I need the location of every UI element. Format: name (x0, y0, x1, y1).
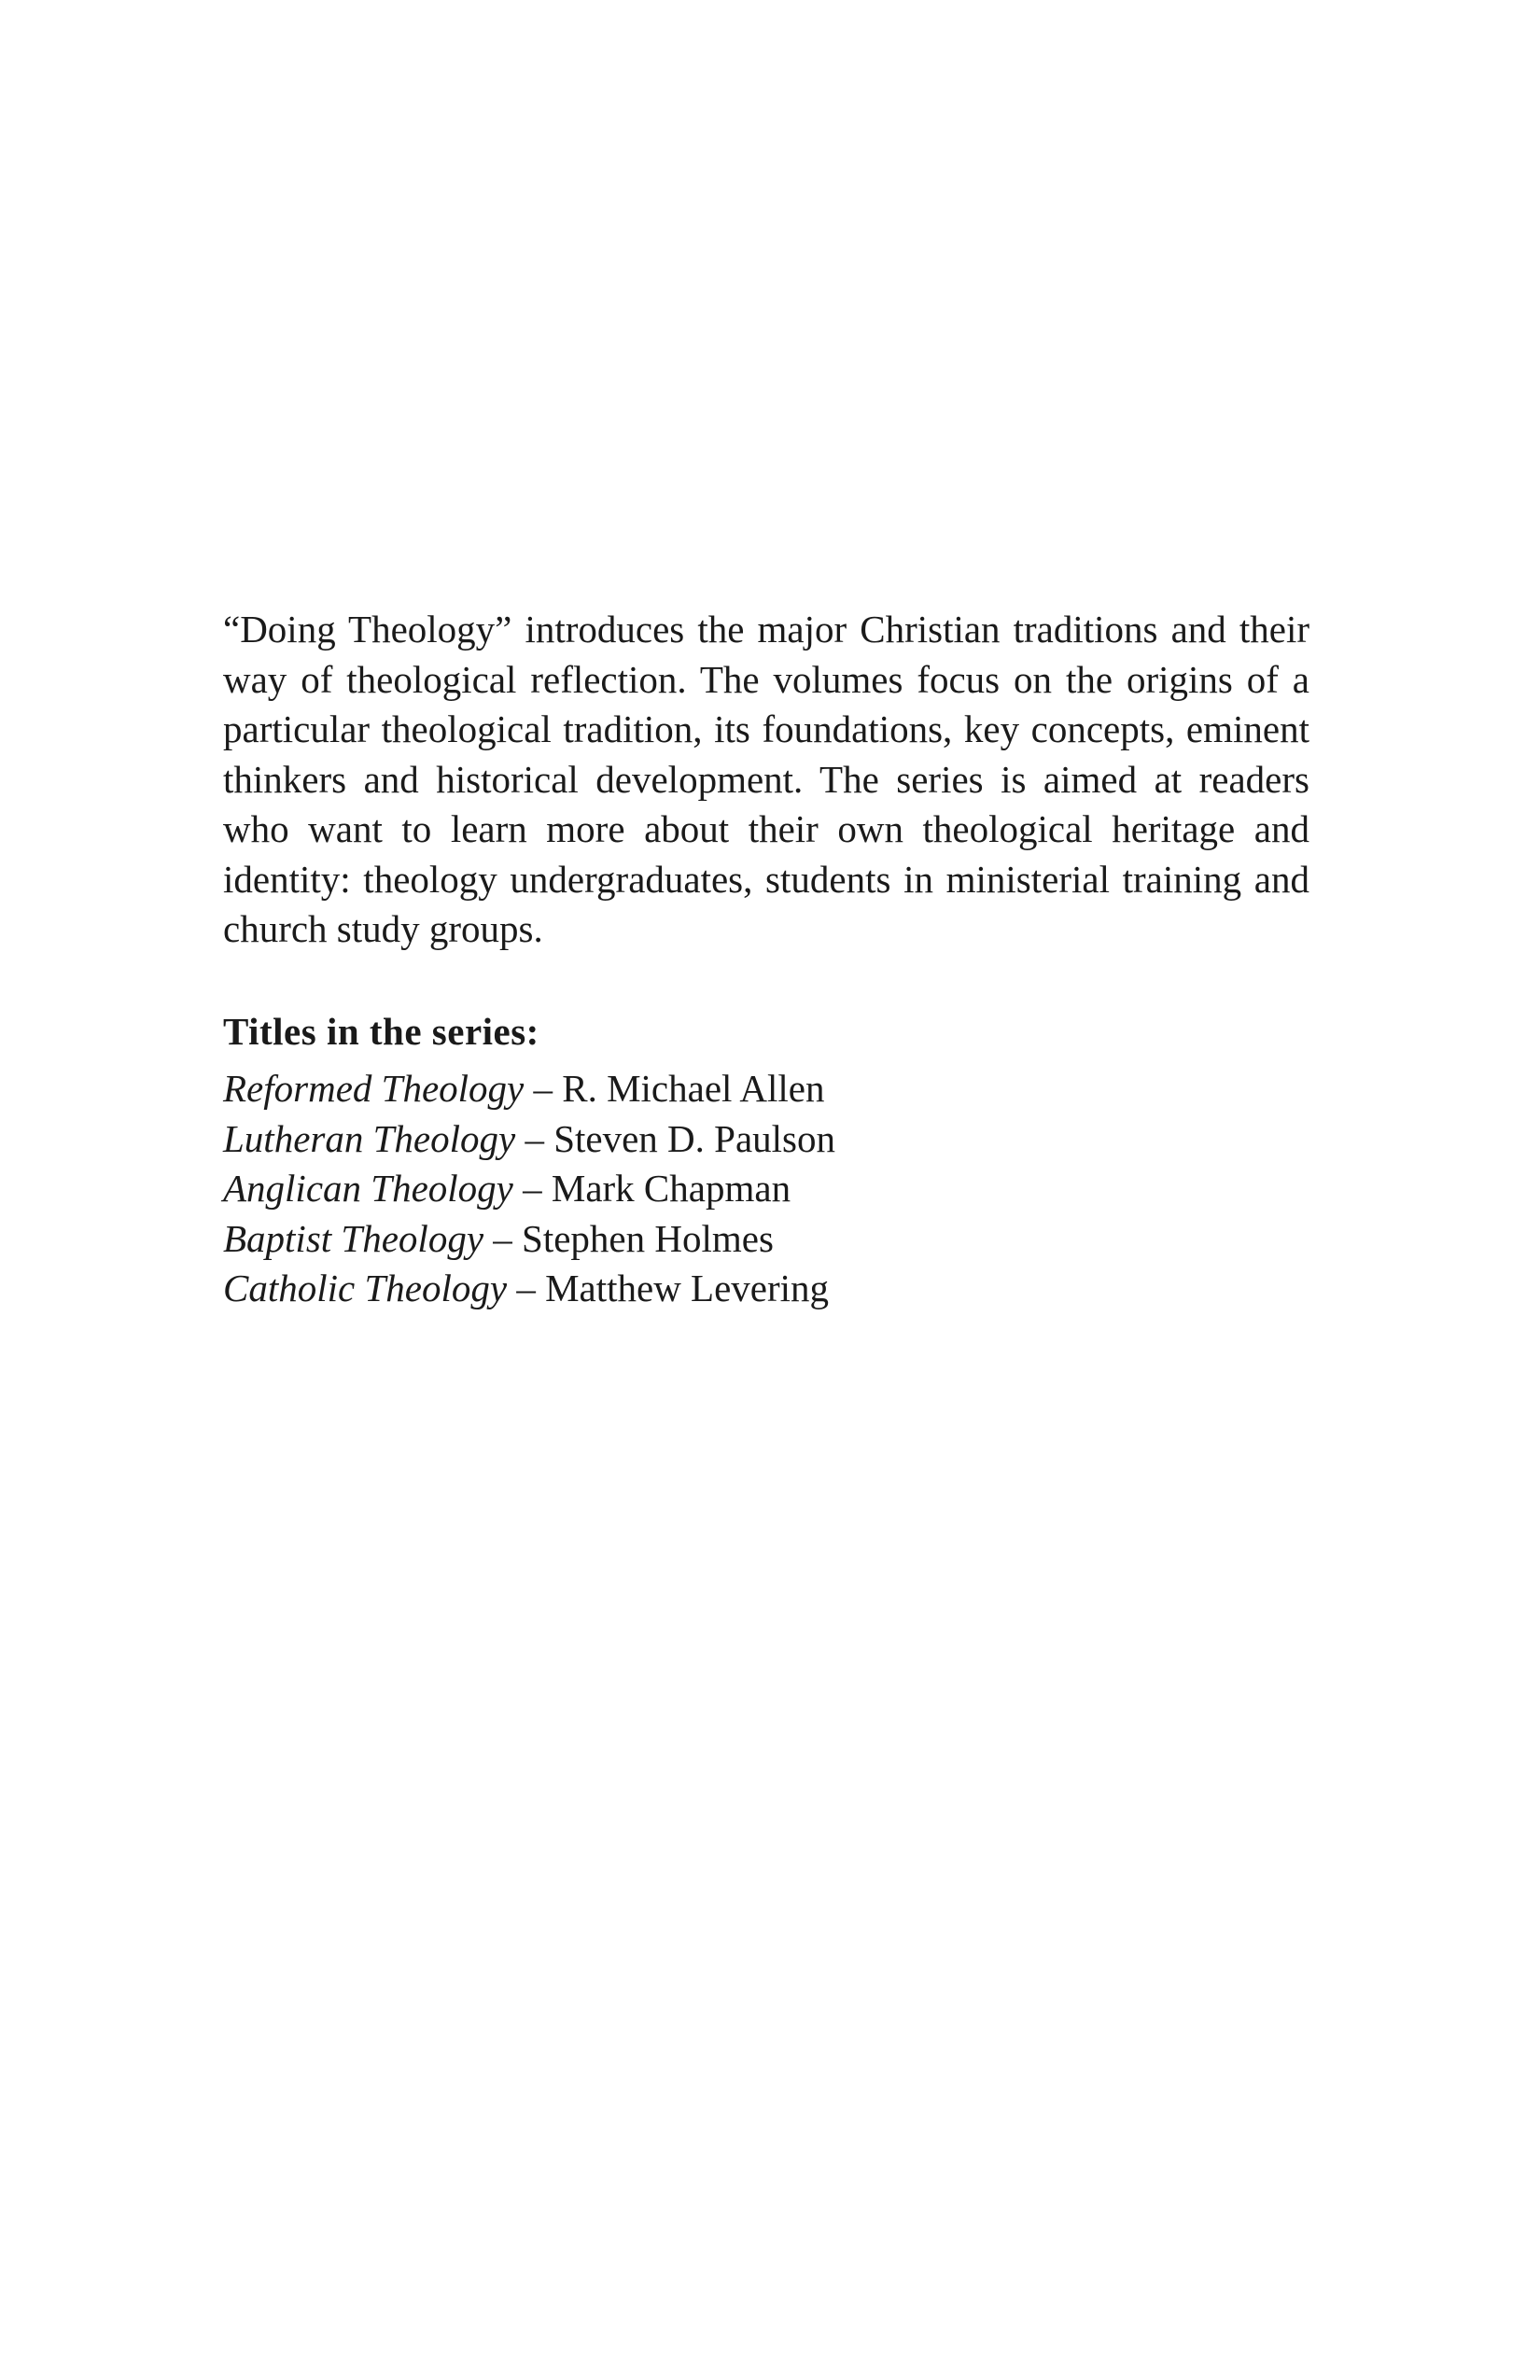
title-separator: – (524, 1067, 563, 1110)
list-item (223, 1114, 1309, 1165)
title-separator: – (483, 1216, 523, 1260)
intro-paragraph: “Doing Theology” introduces the major Christian traditions and their way of theological reflection. The volumes focus on the origins of a particular theological tradition, its foundations, key concepts, eminent thinkers and historical development. The series is aimed at readers who want to learn more about their own theological heritage and identity: theology undergraduates, students in ministerial training and church study groups. (223, 608, 1309, 950)
book-author: Mark Chapman (551, 1167, 791, 1210)
list-item (223, 1214, 1309, 1265)
book-title: Baptist Theology (223, 1216, 484, 1260)
book-title: Anglican Theology (223, 1167, 513, 1210)
list-item (223, 1064, 1309, 1114)
book-author: Stephen Holmes (522, 1216, 774, 1260)
book-author: Steven D. Paulson (553, 1116, 835, 1160)
list-item (223, 1164, 1309, 1214)
titles-list (223, 1064, 1309, 1314)
series-description-block (223, 605, 1309, 1314)
series-heading: Titles in the series: (223, 1009, 539, 1053)
book-author: R. Michael Allen (562, 1067, 825, 1110)
title-separator: – (515, 1116, 554, 1160)
list-item (223, 1264, 1309, 1314)
book-title: Lutheran Theology (223, 1116, 516, 1160)
book-title: Reformed Theology (223, 1067, 525, 1110)
title-separator: – (512, 1167, 552, 1210)
title-separator: – (507, 1267, 546, 1309)
book-title: Catholic Theology (223, 1267, 508, 1309)
book-author: Matthew Levering (545, 1267, 830, 1309)
